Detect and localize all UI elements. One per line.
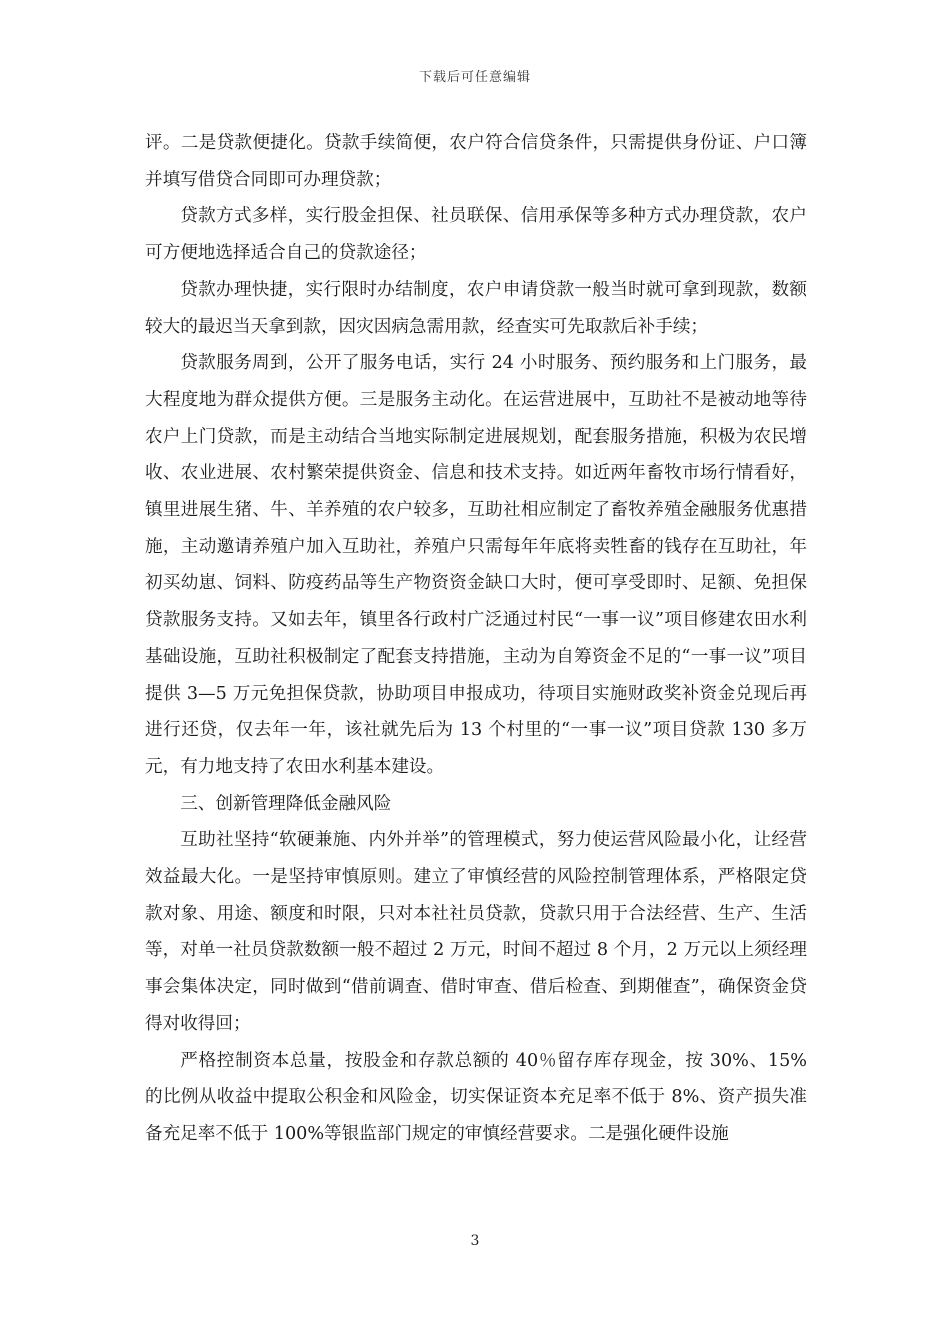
paragraph-loan-convenience: 评。二是贷款便捷化。贷款手续简便，农户符合信贷条件，只需提供身份证、户口簿并填写借贷合同即可办理贷款； (145, 133, 807, 190)
paragraph-capital-control: 严格控制资本总量，按股金和存款总额的 40％留存库存现金，按 30%、15% 的比例从收益中提取公积金和风险金，切实保证资本充足率不低于 8%、资产损失准备充足率不低于 100%等银监部门规定的审慎经营要求。二是强化硬件设施 (145, 1050, 807, 1144)
paragraph-management-model: 互助社坚持“软硬兼施、内外并举”的管理模式，努力使运营风险最小化，让经营效益最大化。一是坚持审慎原则。建立了审慎经营的风险控制管理体系，严格限定贷款对象、用途、额度和时限，只对本社社员贷款，贷款只用于合法经营、生产、生活等，对单一社员贷款数额一般不超过 2 万元，时间不超过 8 个月，2 万元以上须经理事会集体决定，同时做到“借前调查、借时审查、借后检查、到期催查”，确保资金贷得对收得回； (145, 830, 807, 1034)
paragraph-loan-speed: 贷款办理快捷，实行限时办结制度，农户申请贷款一般当时就可拿到现款，数额较大的最迟当天拿到款，因灾因病急需用款，经查实可先取款后补手续； (145, 279, 807, 337)
page-number: 3 (470, 1233, 480, 1249)
section-heading-risk-management: 三、创新管理降低金融风险 (180, 793, 392, 814)
document-body (145, 125, 807, 1153)
paragraph-loan-service: 贷款服务周到，公开了服务电话，实行 24 小时服务、预约服务和上门服务，最大程度地为群众提供方便。三是服务主动化。在运营进展中，互助社不是被动地等待农户上门贷款，而是主动结合当地实际制定进展规划，配套服务措施，积极为农民增收、农业进展、农村繁荣提供资金、信息和技术支持。如近两年畜牧市场行情看好，镇里进展生猪、牛、羊养殖的农户较多，互助社相应制定了畜牧养殖金融服务优惠措施，主动邀请养殖户加入互助社，养殖户只需每年年底将卖牲畜的钱存在互助社，年初买幼崽、饲料、防疫药品等生产物资资金缺口大时，便可享受即时、足额、免担保贷款服务支持。又如去年，镇里各行政村广泛通过村民“一事一议”项目修建农田水利基础设施，互助社积极制定了配套支持措施，主动为自筹资金不足的“一事一议”项目提供 3—5 万元免担保贷款，协助项目申报成功，待项目实施财政奖补资金兑现后再进行还贷，仅去年一年，该社就先后为 13 个村里的“一事一议”项目贷款 130 多万元，有力地支持了农田水利基本建设。 (145, 353, 807, 777)
page-header: 下载后可任意编辑 (418, 70, 531, 85)
paragraph-loan-methods: 贷款方式多样，实行股金担保、社员联保、信用承保等多种方式办理贷款，农户可方便地选择适合自己的贷款途径； (145, 206, 807, 264)
